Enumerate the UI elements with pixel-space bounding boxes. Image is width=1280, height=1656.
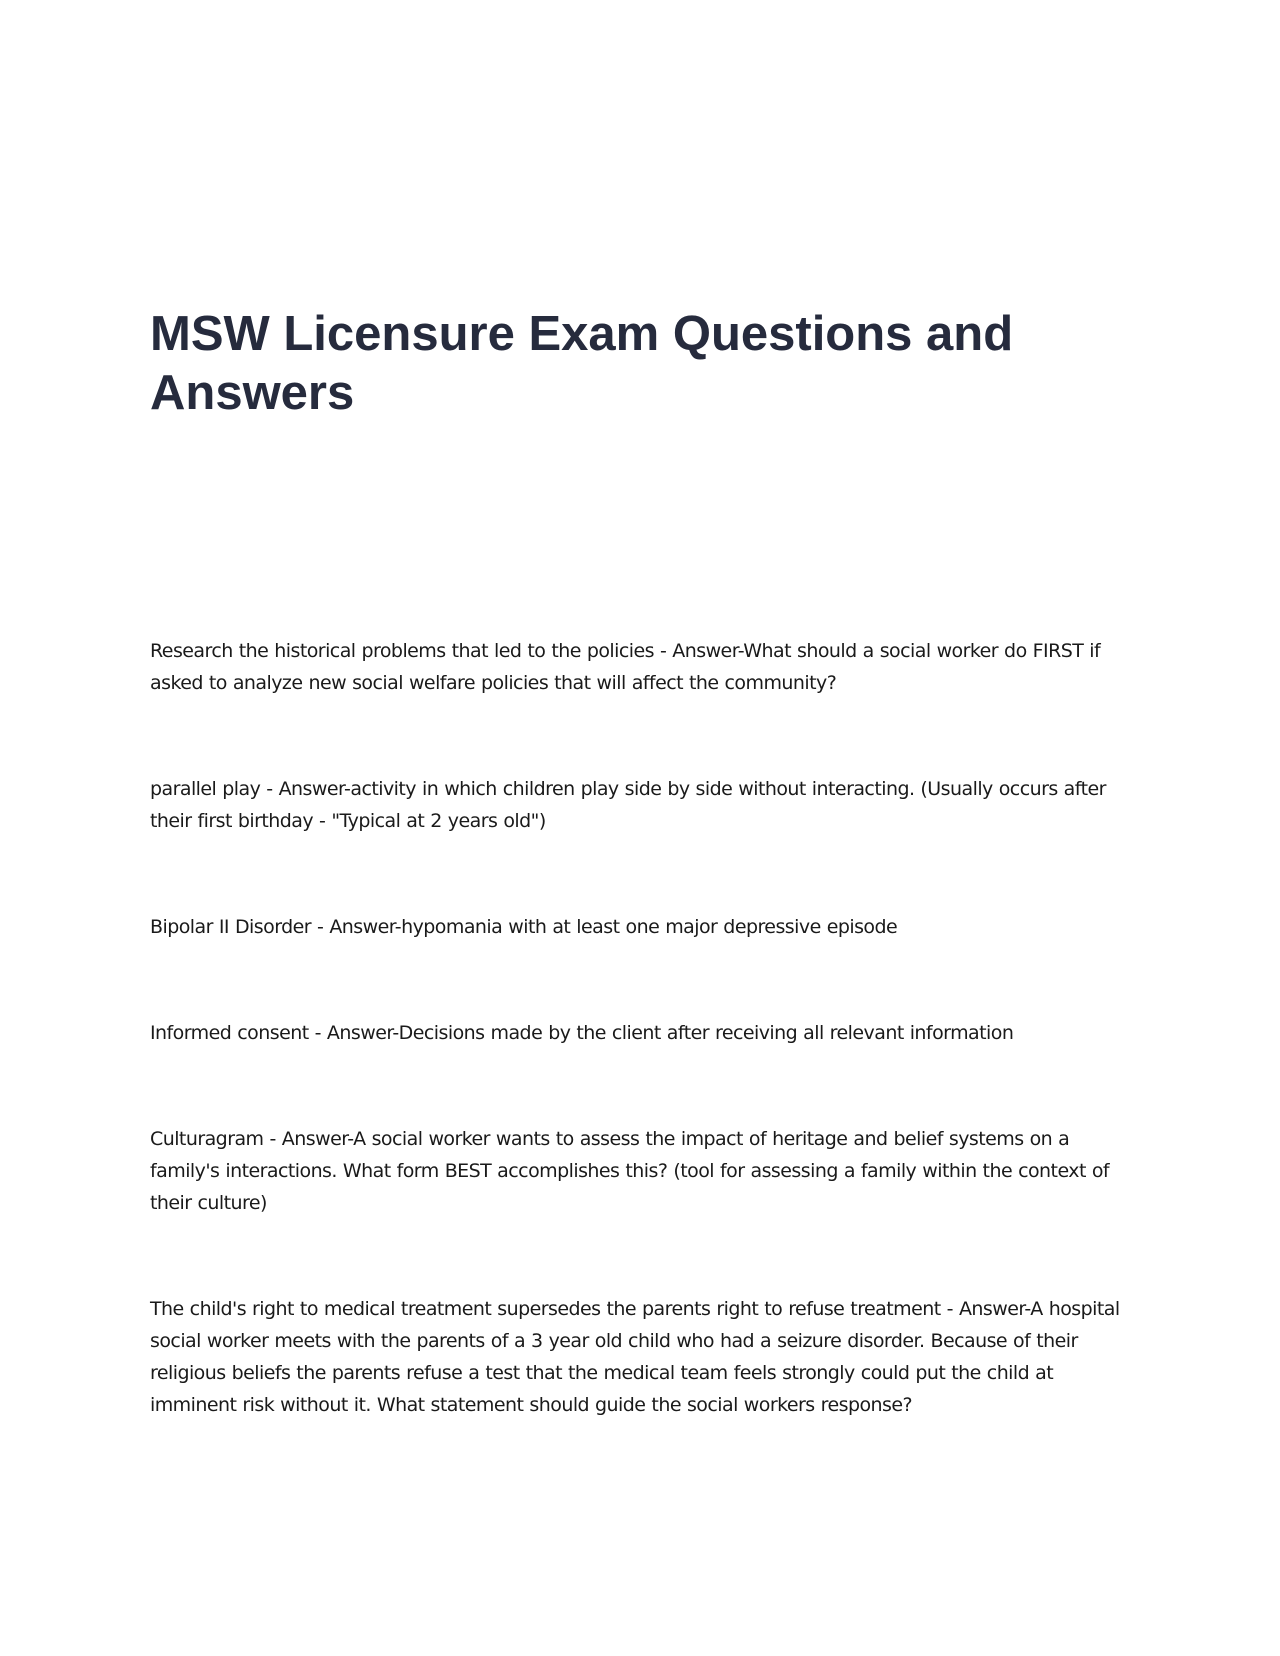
qa-entry: Informed consent - Answer-Decisions made by the client after receiving all relevant information xyxy=(150,1022,1014,1044)
qa-entry: parallel play - Answer-activity in which children play side by side without interacting. (Usually occurs after their first birthday - "Typical at 2 years old") xyxy=(150,778,1106,832)
qa-entry: Research the historical problems that led to the policies - Answer-What should a social worker do FIRST if asked to analyze new social welfare policies that will affect the community? xyxy=(150,640,1101,694)
qa-entry: The child's right to medical treatment supersedes the parents right to refuse treatment - Answer-A hospital social worker meets with the parents of a 3 year old child who had a seizure disorder. Because of their religious beliefs the parents refuse a test that the medical team feels strongly could put the child at imminent risk without it. What statement should guide the social workers response? xyxy=(150,1298,1120,1416)
page-title: MSW Licensure Exam Questions and Answers xyxy=(150,307,1014,420)
qa-entry: Bipolar II Disorder - Answer-hypomania with at least one major depressive episode xyxy=(150,916,898,938)
qa-entry: Culturagram - Answer-A social worker wants to assess the impact of heritage and belief systems on a family's interactions. What form BEST accomplishes this? (tool for assessing a family within the context of their culture) xyxy=(150,1128,1110,1214)
qa-list xyxy=(150,635,1135,1421)
